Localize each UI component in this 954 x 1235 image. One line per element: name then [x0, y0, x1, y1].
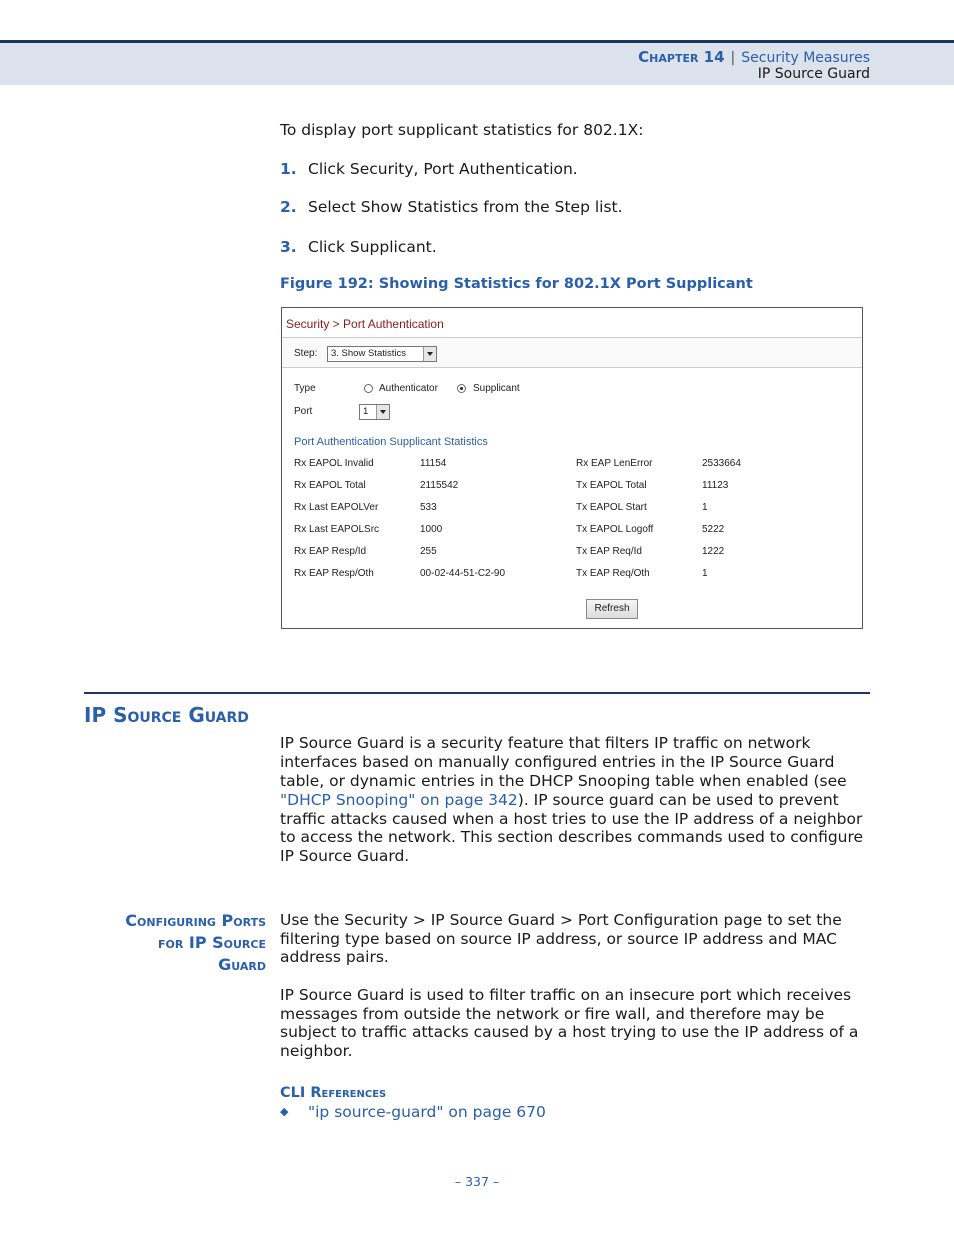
stat-value: 5222 — [702, 524, 725, 535]
stat-label: Rx EAPOL Total — [294, 480, 366, 491]
dhcp-snooping-link[interactable]: "DHCP Snooping" on page 342 — [280, 791, 518, 809]
step-2-number: 2. — [280, 198, 297, 216]
ipsg-line-5: traffic attacks caused when a host tries to use the IP address of a neighbor — [280, 810, 863, 828]
refresh-button[interactable]: Refresh — [586, 599, 638, 619]
stat-label: Tx EAP Req/Id — [576, 546, 642, 557]
ipsg-line-4-text: ). IP source guard can be used to prevent — [517, 791, 839, 809]
step-3-text: Click Supplicant. — [308, 238, 437, 256]
section-heading: IP Source Guard — [84, 703, 249, 727]
config-p1-line-1: Use the Security > IP Source Guard > Port Configuration page to set the — [280, 911, 842, 929]
subsection-heading-line-2: for IP Source — [157, 933, 266, 952]
ipsg-line-7: IP Source Guard. — [280, 847, 410, 865]
ipsg-line-3: table, or dynamic entries in the DHCP Snooping table when enabled (see — [280, 772, 847, 790]
step-2 — [280, 198, 623, 217]
step-3-number: 3. — [280, 238, 297, 256]
stat-value: 533 — [420, 502, 437, 513]
stat-value: 2533664 — [702, 458, 741, 469]
stat-label: Tx EAP Req/Oth — [576, 568, 650, 579]
step-select[interactable] — [327, 346, 437, 362]
radio-authenticator[interactable] — [364, 384, 373, 393]
stat-value: 1000 — [420, 524, 443, 535]
ip-source-guard-link[interactable]: "ip source-guard" on page 670 — [308, 1103, 546, 1121]
ipsg-line-6: to access the network. This section describes commands used to configure — [280, 828, 864, 846]
port-label: Port — [294, 406, 313, 417]
config-p2-line-4: neighbor. — [280, 1042, 353, 1060]
figure-title-bar — [282, 308, 862, 338]
header-chapter: Chapter 14 — [638, 48, 725, 66]
stat-value: 1222 — [702, 546, 725, 557]
port-select[interactable] — [359, 404, 390, 420]
stat-value: 11123 — [702, 480, 729, 491]
subsection-heading-line-1: Configuring Ports — [125, 911, 266, 930]
statistics-section-title: Port Authentication Supplicant Statistics — [294, 436, 488, 448]
subsection-heading-line-3: Guard — [218, 955, 266, 974]
stat-label: Tx EAPOL Start — [576, 502, 647, 513]
header-separator: | — [730, 50, 736, 66]
header-section: Security Measures — [741, 50, 870, 66]
config-p2-line-2: messages from outside the network or fire wall, and therefore may be — [280, 1005, 825, 1023]
config-p2-line-3: subject to traffic attacks caused by a host trying to use the IP address of a — [280, 1023, 859, 1041]
intro-text: To display port supplicant statistics for 802.1X: — [280, 121, 644, 139]
page-number: – 337 – — [454, 1174, 500, 1189]
stat-value: 1 — [702, 568, 708, 579]
radio-supplicant-label: Supplicant — [473, 383, 520, 394]
stat-value: 2115542 — [420, 480, 459, 491]
stat-value: 1 — [702, 502, 708, 513]
figure-caption: Figure 192: Showing Statistics for 802.1X Port Supplicant — [280, 276, 753, 292]
header-chapter-line — [638, 48, 870, 66]
step-2-text: Select Show Statistics from the Step list. — [308, 198, 623, 216]
chevron-down-icon[interactable] — [376, 405, 389, 419]
stat-label: Tx EAPOL Logoff — [576, 524, 654, 535]
stat-label: Rx Last EAPOLSrc — [294, 524, 380, 535]
stat-label: Tx EAPOL Total — [576, 480, 647, 491]
stat-value: 11154 — [420, 458, 447, 469]
stat-label: Rx EAPOL Invalid — [294, 458, 374, 469]
ipsg-line-2: interfaces based on manually configured entries in the IP Source Guard — [280, 753, 835, 771]
stat-value: 00-02-44-51-C2-90 — [420, 568, 506, 579]
figure-step-row — [282, 338, 862, 368]
figure-breadcrumb: Security > Port Authentication — [286, 317, 444, 331]
chevron-down-icon[interactable] — [423, 347, 436, 361]
step-1 — [280, 160, 578, 179]
section-rule — [84, 692, 870, 694]
stat-label: Rx Last EAPOLVer — [294, 502, 379, 513]
figure-screenshot — [281, 307, 863, 629]
running-header — [0, 40, 954, 85]
step-1-number: 1. — [280, 160, 297, 178]
type-label: Type — [294, 383, 316, 394]
stat-label: Rx EAP Resp/Oth — [294, 568, 374, 579]
diamond-bullet-icon: ◆ — [280, 1105, 289, 1118]
radio-authenticator-label: Authenticator — [379, 383, 438, 394]
radio-supplicant[interactable] — [457, 384, 466, 393]
ipsg-line-4 — [280, 791, 839, 810]
step-3 — [280, 238, 437, 257]
step-select-value: 3. Show Statistics — [331, 348, 406, 359]
port-select-value: 1 — [363, 406, 369, 417]
cli-reference-item — [280, 1103, 546, 1121]
stat-label: Rx EAP Resp/Id — [294, 546, 367, 557]
subsection-heading — [66, 910, 266, 976]
config-p2-line-1: IP Source Guard is used to filter traffic on an insecure port which receives — [280, 986, 852, 1004]
ipsg-line-1: IP Source Guard is a security feature that filters IP traffic on network — [280, 734, 811, 752]
stat-label: Rx EAP LenError — [576, 458, 653, 469]
config-p1-line-2: filtering type based on source IP address, or source IP address and MAC — [280, 930, 837, 948]
header-subsection: IP Source Guard — [757, 66, 870, 82]
step-label: Step: — [294, 348, 318, 359]
step-1-text: Click Security, Port Authentication. — [308, 160, 578, 178]
cli-references-heading: CLI References — [280, 1085, 387, 1101]
config-p1-line-3: address pairs. — [280, 948, 389, 966]
stat-value: 255 — [420, 546, 437, 557]
